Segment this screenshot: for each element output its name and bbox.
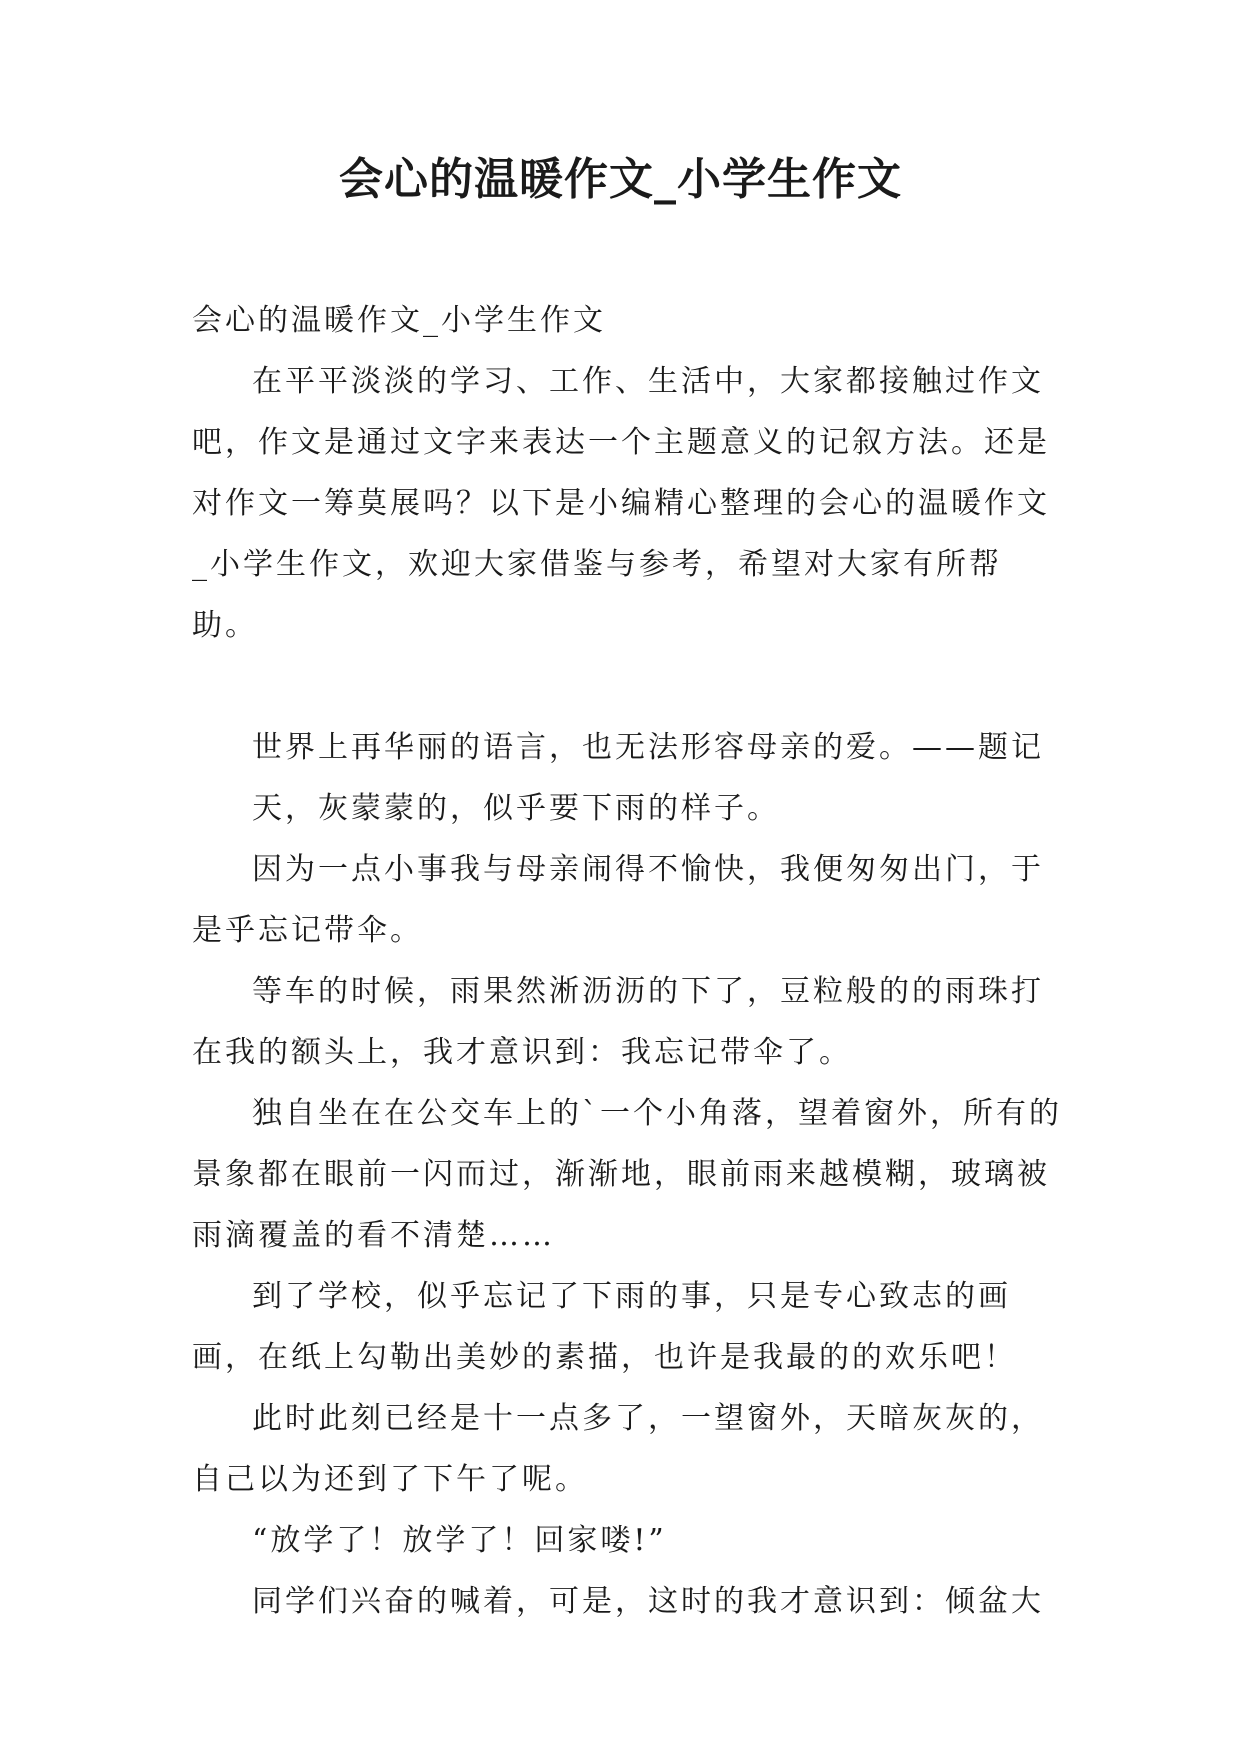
dialogue-paragraph: “放学了！放学了！回家喽!” bbox=[252, 1523, 667, 1558]
body-paragraph: 因为一点小事我与母亲闹得不愉快，我便匆匆出门，于是乎忘记带伞。 bbox=[192, 852, 1044, 948]
page-title: 会心的温暖作文_小学生作文 bbox=[339, 154, 902, 205]
body-paragraph: 到了学校，似乎忘记了下雨的事，只是专心致志的画画，在纸上勾勒出美妙的素描，也许是我最的的欢乐吧！ bbox=[192, 1279, 1017, 1375]
body-paragraph: 同学们兴奋的喊着，可是，这时的我才意识到：倾盆大 bbox=[252, 1584, 1044, 1619]
subtitle-line: 会心的温暖作文_小学生作文 bbox=[192, 303, 606, 338]
document-body bbox=[192, 290, 1062, 1632]
body-paragraph: 此时此刻已经是十一点多了，一望窗外，天暗灰灰的，自己以为还到了下午了呢。 bbox=[192, 1401, 1044, 1497]
body-paragraph: 独自坐在在公交车上的`一个小角落，望着窗外，所有的景象都在眼前一闪而过，渐渐地，眼前雨来越模糊，玻璃被雨滴覆盖的看不清楚…… bbox=[192, 1096, 1062, 1253]
epigraph-paragraph: 世界上再华丽的语言，也无法形容母亲的爱。——题记 bbox=[252, 730, 1044, 765]
intro-paragraph: 在平平淡淡的学习、工作、生活中，大家都接触过作文吧，作文是通过文字来表达一个主题意义的记叙方法。还是对作文一筹莫展吗？以下是小编精心整理的会心的温暖作文_小学生作文，欢迎大家借鉴与参考，希望对大家有所帮助。 bbox=[192, 364, 1050, 643]
body-paragraph: 天，灰蒙蒙的，似乎要下雨的样子。 bbox=[252, 791, 780, 826]
body-paragraph: 等车的时候，雨果然淅沥沥的下了，豆粒般的的雨珠打在我的额头上，我才意识到：我忘记带伞了。 bbox=[192, 974, 1044, 1070]
